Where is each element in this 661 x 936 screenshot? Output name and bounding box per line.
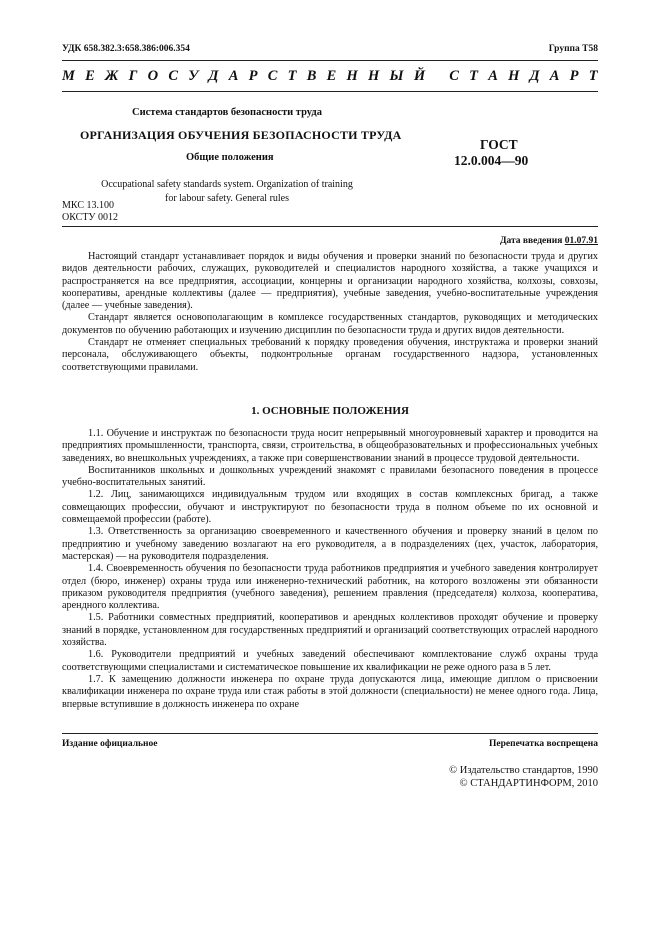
standard-letter: А — [549, 68, 560, 84]
section-heading: 1. ОСНОВНЫЕ ПОЛОЖЕНИЯ — [251, 405, 409, 417]
standard-letter: Г — [128, 68, 138, 84]
document-subtitle: Общие положения — [186, 152, 274, 163]
standard-letter: С — [267, 68, 278, 84]
standard-letter: Ы — [389, 68, 404, 84]
paragraph: Стандарт является основополагающим в комплексе государственных стандартов, руководящих и методических документов по обучению работающих и изучению дисциплин по безопасности труда и других видов деятельности. — [62, 312, 598, 336]
paragraph: 1.4. Своевременность обучения по безопасности труда работников предприятия и учебного заведения контролирует отдел (бюро, инженер) охраны труда или инженерно-технический работник, на которого возложены эти обязанности приказом руководителя предприятия (учебного заведения), решением правления (председателя) колхоза, кооператива, арендного коллектива. — [62, 563, 598, 612]
copyright-line: © СТАНДАРТИНФОРМ, 2010 — [459, 777, 598, 789]
intro-text — [62, 251, 598, 374]
group-code: Группа Т58 — [548, 44, 598, 54]
gost-label: ГОСТ — [480, 137, 518, 152]
paragraph: 1.1. Обучение и инструктаж по безопасности труда носит непрерывный многоуровневый характер и проводится на предприятиях промышленности, транспорта, связи, строительства, в общеобразовательных и профессиональных учебных заведениях, во внешкольных учреждениях, а также при совершенствовании знаний в процессе трудовой деятельности. — [62, 428, 598, 464]
gost-number: 12.0.004—90 — [454, 153, 529, 168]
system-name: Система стандартов безопасности труда — [132, 107, 322, 118]
standard-letter: Т — [588, 68, 598, 84]
section-text — [62, 428, 598, 711]
standard-letter: Е — [85, 68, 95, 84]
effective-date-label: Дата введения — [499, 236, 563, 246]
paragraph: 1.3. Ответственность за организацию своевременного и качественного обучения и проверку знаний в целом по предприятию и учебному заведению возлагают на его руководителя, а в подразделениях (цех, участок, лаборатория, мастерская) — на руководителя подразделения. — [62, 526, 598, 562]
english-title-line: Occupational safety standards system. Organization of training — [101, 179, 353, 190]
classification-codes — [62, 200, 118, 224]
official-edition: Издание официальное — [62, 739, 158, 749]
mks-code: МКС 13.100 — [62, 200, 114, 211]
standard-letter: Т — [287, 68, 297, 84]
english-title-line: for labour safety. General rules — [164, 193, 290, 204]
copyright-line: © Издательство стандартов, 1990 — [449, 765, 598, 776]
interstate-standard-banner — [62, 68, 598, 86]
standard-letter: А — [488, 68, 498, 84]
standard-letter: М — [62, 68, 75, 84]
standard-letter: О — [147, 68, 159, 84]
paragraph: Воспитанников школьных и дошкольных учреждений знакомят с правилами безопасного поведения в процессе учебно-воспитательных занятий. — [62, 464, 598, 489]
standard-letter: Т — [469, 68, 478, 84]
standard-letter: У — [188, 68, 199, 84]
paragraph: Настоящий стандарт устанавливает порядок и виды обучения и проверки знаний по безопасности труда и других видов деятельности рабочих, служащих, руководителей и специалистов народного хозяйства, а также учащихся и распространяется на все предприятия, ассоциации, концерны и организации народного хозяйства, колхозы, совхозы, кооперативы, арендные коллективы (далее — предприятия), учебные заведения, учебно-воспитательные учреждения (далее — учебные заведения). — [62, 251, 598, 312]
top-rule — [62, 60, 598, 61]
paragraph: 1.5. Работники совместных предприятий, кооперативов и арендных коллективов проходят обучение и проверку знаний в порядке, установленном для государственных предприятий и организаций соответствующих отраслей народного хозяйства. — [62, 612, 598, 649]
document-title: ОРГАНИЗАЦИЯ ОБУЧЕНИЯ БЕЗОПАСНОСТИ ТРУДА — [80, 128, 402, 142]
standard-letter: Д — [208, 68, 219, 84]
paragraph: 1.7. К замещению должности инженера по охране труда допускаются лица, имеющие диплом о присвоении квалификации инженера по охране труда или стаж работы в этой должности (специальности) не менее одного года. Лица, впервые вступившие в должность инженера по охране — [62, 673, 598, 710]
okstu-code: ОКСТУ 0012 — [62, 212, 119, 223]
paragraph: Стандарт не отменяет специальных требований к порядку проведения обучения, инструктажа и проверки знаний персонала, обслуживающего объекты, подконтрольные органам государственного надзора, установленных соответствующими правилами. — [62, 337, 598, 373]
paragraph: 1.2. Лиц, занимающихся индивидуальным трудом или входящих в состав комплексных бригад, а также совмещающих профессии, обучают и инструктируют по безопасности труда в полном объеме по их основной и совмещаемой профессии (работе). — [62, 489, 598, 526]
standard-letter: Ж — [105, 68, 119, 84]
standard-letter: Е — [326, 68, 337, 84]
footer-rule — [62, 733, 598, 734]
standard-letter: Р — [569, 68, 579, 84]
udk-code: УДК 658.382.3:658.386:006.354 — [62, 44, 190, 54]
standard-letter: А — [228, 68, 239, 84]
effective-date-value: 01.07.91 — [564, 236, 598, 246]
standard-letter: Й — [413, 68, 426, 84]
title-rule — [62, 226, 598, 227]
standard-letter: С — [168, 68, 178, 84]
standard-letter: Р — [248, 68, 258, 84]
copyright-block — [449, 765, 598, 790]
standard-letter: Н — [508, 68, 520, 84]
standard-letter-gap — [435, 68, 439, 86]
effective-date — [500, 236, 598, 246]
paragraph: 1.6. Руководители предприятий и учебных заведений обеспечивают комплектование служб охраны труда соответствующими специалистами и систематическое повышение их квалификации не реже одного раза в 5 лет. — [62, 649, 598, 673]
standard-letter: В — [306, 68, 317, 84]
standard-letter: Д — [529, 68, 540, 84]
standard-letter: С — [449, 68, 459, 84]
standard-letter: Н — [346, 68, 358, 84]
standard-letter: Н — [368, 68, 380, 84]
banner-rule — [62, 91, 598, 92]
reprint-prohibited: Перепечатка воспрещена — [488, 739, 598, 749]
